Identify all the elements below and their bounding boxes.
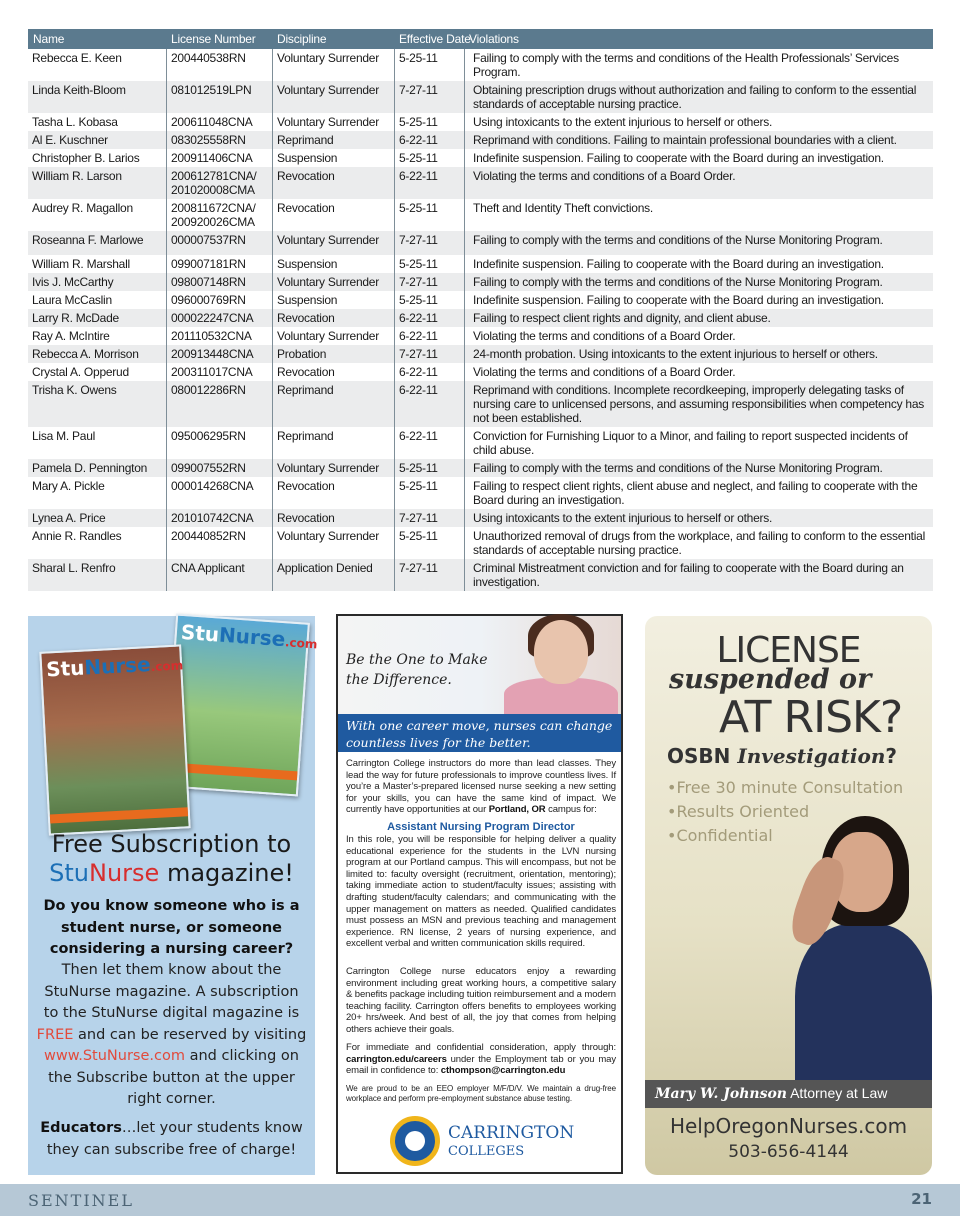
cell-license: 000014268CNA — [166, 477, 272, 509]
cell-discipline: Suspension — [272, 255, 394, 273]
cell-violation: Theft and Identity Theft convictions. — [464, 199, 933, 231]
table-row — [28, 291, 933, 309]
cell-discipline: Voluntary Surrender — [272, 113, 394, 131]
table-row — [28, 427, 933, 459]
carrington-tagline: Be the One to Make the Difference. — [346, 652, 488, 688]
table-row — [28, 527, 933, 559]
cell-license: 096000769RN — [166, 291, 272, 309]
cell-discipline: Revocation — [272, 167, 394, 199]
stunurse-ad[interactable] — [28, 616, 318, 1175]
cell-discipline: Voluntary Surrender — [272, 49, 394, 81]
cell-violation: Indefinite suspension. Failing to cooperate with the Board during an investigation. — [464, 255, 933, 273]
cell-violation: Reprimand with conditions. Failing to maintain professional boundaries with a client. — [464, 131, 933, 149]
cell-date: 7-27-11 — [394, 559, 464, 591]
cell-discipline: Probation — [272, 345, 394, 363]
cell-date: 7-27-11 — [394, 81, 464, 113]
cell-discipline: Suspension — [272, 149, 394, 167]
table-row — [28, 199, 933, 231]
cell-license: 200440852RN — [166, 527, 272, 559]
carrington-role: In this role, you will be responsible for helping deliver a quality educational experience for the students in the LVN nursing program at our Portland campus. This will encompass, but not be limited to: faculty oversight (recruitment, orientation, mentoring); taking immediate action to student/faculty issues; assisting with drafting student/faculty calendars; and communicating with the upper management on matters as needed. Qualified candidates must possess an MSN and previous teaching and management experience. RN license, 2 years of nursing experience, and excellent verbal and written communication skills required. — [346, 834, 616, 950]
cell-discipline: Voluntary Surrender — [272, 273, 394, 291]
stunurse-educators: Educators…let your students know they can subscribe free of charge! — [40, 1120, 303, 1158]
table-row — [28, 255, 933, 273]
cell-violation: Failing to respect client rights and dignity, and client abuse. — [464, 309, 933, 327]
cell-date: 5-25-11 — [394, 113, 464, 131]
cell-date: 5-25-11 — [394, 477, 464, 509]
cell-date: 6-22-11 — [394, 309, 464, 327]
cell-license: 000007537RN — [166, 231, 272, 255]
cell-name: William R. Marshall — [32, 257, 130, 271]
header-violations: Violations — [469, 32, 519, 46]
cell-license: CNA Applicant — [166, 559, 272, 591]
cell-date: 6-22-11 — [394, 131, 464, 149]
cell-name: Rebecca A. Morrison — [32, 347, 139, 361]
cell-license: 000022247CNA — [166, 309, 272, 327]
cell-license: 081012519LPN — [166, 81, 272, 113]
table-row — [28, 327, 933, 345]
table-row — [28, 381, 933, 427]
table-row — [28, 477, 933, 509]
cell-name: Ivis J. McCarthy — [32, 275, 114, 289]
email-link[interactable]: cthompson@carrington.edu — [440, 1065, 566, 1077]
cell-license: 200911406CNA — [166, 149, 272, 167]
cell-discipline: Reprimand — [272, 381, 394, 427]
cell-name: Rebecca E. Keen — [32, 51, 122, 65]
magazine-cover-back: StuNurse.com — [164, 614, 310, 797]
table-header — [28, 29, 933, 49]
attorney-subhead: OSBN Investigation? — [667, 744, 897, 768]
cell-license: 200611048CNA — [166, 113, 272, 131]
cell-date: 5-25-11 — [394, 459, 464, 477]
stunurse-link[interactable]: www.StuNurse.com — [44, 1048, 185, 1064]
attorney-phone: 503-656-4144 — [728, 1142, 849, 1162]
cell-license: 200612781CNA/ 201020008CMA — [166, 167, 272, 199]
cell-discipline: Revocation — [272, 199, 394, 231]
cell-date: 6-22-11 — [394, 167, 464, 199]
cell-violation: Criminal Mistreatment conviction and for failing to cooperate with the Board during an investigation. — [464, 559, 933, 591]
cell-license: 200440538RN — [166, 49, 272, 81]
cell-date: 5-25-11 — [394, 527, 464, 559]
cell-violation: Failing to comply with the terms and conditions of the Nurse Monitoring Program. — [464, 273, 933, 291]
cell-license: 201010742CNA — [166, 509, 272, 527]
cell-violation: Indefinite suspension. Failing to cooperate with the Board during an investigation. — [464, 149, 933, 167]
table-row — [28, 559, 933, 591]
carrington-band: With one career move, nurses can change countless lives for the better. — [338, 714, 621, 752]
attorney-url[interactable]: HelpOregonNurses.com — [669, 1114, 908, 1138]
cell-violation: Conviction for Furnishing Liquor to a Minor, and failing to report suspected incidents of child abuse. — [464, 427, 933, 459]
cell-discipline: Revocation — [272, 309, 394, 327]
cell-violation: Indefinite suspension. Failing to cooperate with the Board during an investigation. — [464, 291, 933, 309]
careers-link[interactable]: carrington.edu/careers — [346, 1053, 447, 1065]
carrington-ad[interactable] — [336, 614, 623, 1174]
cell-discipline: Voluntary Surrender — [272, 459, 394, 477]
header-date: Effective Date — [399, 32, 471, 46]
cell-name: Lynea A. Price — [32, 511, 106, 525]
carrington-seal-icon — [390, 1116, 440, 1166]
table-row — [28, 459, 933, 477]
cell-name: Annie R. Randles — [32, 529, 122, 543]
cell-name: Al E. Kuschner — [32, 133, 108, 147]
cell-date: 6-22-11 — [394, 427, 464, 459]
cell-date: 6-22-11 — [394, 381, 464, 427]
cell-name: Laura McCaslin — [32, 293, 112, 307]
cell-license: 200913448CNA — [166, 345, 272, 363]
cell-violation: Obtaining prescription drugs without authorization and failing to conform to the essential standards of acceptable nursing practice. — [464, 81, 933, 113]
disciplinary-actions-table — [28, 29, 933, 591]
cell-violation: Violating the terms and conditions of a Board Order. — [464, 363, 933, 381]
table-row — [28, 273, 933, 291]
table-row — [28, 309, 933, 327]
cell-date: 6-22-11 — [394, 327, 464, 345]
table-row — [28, 149, 933, 167]
cell-name: Christopher B. Larios — [32, 151, 140, 165]
table-row — [28, 49, 933, 81]
cell-name: Lisa M. Paul — [32, 429, 96, 443]
attorney-name-bar: Mary W. Johnson Attorney at Law — [645, 1080, 932, 1108]
cell-name: Sharal L. Renfro — [32, 561, 116, 575]
cell-violation: Reprimand with conditions. Incomplete recordkeeping, improperly delegating tasks of nursing care to unlicensed persons, and assuming responsibilities when competency has not been established. — [464, 381, 933, 427]
cell-violation: Violating the terms and conditions of a Board Order. — [464, 167, 933, 199]
cell-license: 098007148RN — [166, 273, 272, 291]
cell-violation: Unauthorized removal of drugs from the workplace, and failing to conform to the essential standards of acceptable nursing practice. — [464, 527, 933, 559]
cell-license: 200311017CNA — [166, 363, 272, 381]
cell-discipline: Voluntary Surrender — [272, 231, 394, 255]
stunurse-body: Then let them know about the StuNurse magazine. A subscription to the StuNurse digital magazine is FREE and can be reserved by visiting www.StuNurse.com and clicking on the Subscribe button at the upper right corner. — [36, 962, 307, 1107]
page-number: 21 — [911, 1190, 932, 1208]
carrington-intro: Carrington College instructors do more than lead classes. They lead the way for future professionals to improve countless lives. If you’re a Master’s-prepared licensed nurse seeking a new setting for your skills, you can have the same kind of impact. We currently have opportunities at our Portland, OR campus for: — [346, 758, 616, 816]
carrington-benefits: Carrington College nurse educators enjoy a rewarding environment including great working hours, a competitive salary & benefits package including tuition reimbursement and a modern teaching facility. Carrington offers benefits to employees working 20+ hrs/week. And best of all, the joy that comes from helping others achieve their goals. — [346, 966, 616, 1035]
carrington-apply: For immediate and confidential consideration, apply through: carrington.edu/careers under the Employment tab or you may email in confidence to: cthompson@carrington.edu — [346, 1042, 616, 1077]
cell-name: Mary A. Pickle — [32, 479, 105, 493]
cell-discipline: Reprimand — [272, 427, 394, 459]
cell-date: 7-27-11 — [394, 273, 464, 291]
cell-name: Roseanna F. Marlowe — [32, 233, 144, 247]
cell-violation: Failing to comply with the terms and conditions of the Health Professionals’ Services Program. — [464, 49, 933, 81]
table-row — [28, 363, 933, 381]
cell-violation: Failing to comply with the terms and conditions of the Nurse Monitoring Program. — [464, 231, 933, 255]
cell-date: 5-25-11 — [394, 149, 464, 167]
worried-nurse-photo — [795, 816, 932, 1106]
cell-discipline: Revocation — [272, 363, 394, 381]
attorney-headline-3: AT RISK? — [719, 692, 903, 743]
stunurse-question: Do you know someone who is a student nurse, or someone considering a nursing career? — [43, 898, 300, 957]
cell-license: 083025558RN — [166, 131, 272, 149]
cell-date: 5-25-11 — [394, 291, 464, 309]
header-license: License Number — [171, 32, 256, 46]
cell-violation: Using intoxicants to the extent injurious to herself or others. — [464, 509, 933, 527]
cell-discipline: Voluntary Surrender — [272, 527, 394, 559]
stunurse-title: Free Subscription to StuNurse magazine! — [49, 830, 294, 887]
carrington-eeo: We are proud to be an EEO employer M/F/D/V. We maintain a drug-free workplace and perform pre-employment substance abuse testing. — [346, 1084, 616, 1103]
cell-violation: Using intoxicants to the extent injurious to herself or others. — [464, 113, 933, 131]
table-row — [28, 81, 933, 113]
header-discipline: Discipline — [277, 32, 327, 46]
position-title: Assistant Nursing Program Director — [387, 821, 575, 833]
cell-license: 080012286RN — [166, 381, 272, 427]
attorney-headline-1: LICENSE — [716, 630, 861, 671]
table-row — [28, 345, 933, 363]
cell-name: Crystal A. Opperud — [32, 365, 129, 379]
cell-discipline: Voluntary Surrender — [272, 81, 394, 113]
cell-violation: Violating the terms and conditions of a Board Order. — [464, 327, 933, 345]
cell-discipline: Suspension — [272, 291, 394, 309]
attorney-bullets: •Free 30 minute Consultation •Results Oriented •Confidential — [667, 778, 904, 845]
cell-discipline: Voluntary Surrender — [272, 327, 394, 345]
cell-name: William R. Larson — [32, 169, 122, 183]
cell-name: Trisha K. Owens — [32, 383, 117, 397]
nurse-photo — [338, 616, 621, 714]
table-row — [28, 113, 933, 131]
cell-name: Tasha L. Kobasa — [32, 115, 118, 129]
cell-license: 200811672CNA/ 200920026CMA — [166, 199, 272, 231]
cell-discipline: Reprimand — [272, 131, 394, 149]
cell-date: 7-27-11 — [394, 345, 464, 363]
cell-date: 5-25-11 — [394, 49, 464, 81]
table-row — [28, 231, 933, 255]
cell-license: 201110532CNA — [166, 327, 272, 345]
cell-license: 099007181RN — [166, 255, 272, 273]
cell-discipline: Revocation — [272, 477, 394, 509]
publication-name: SENTINEL — [28, 1191, 134, 1210]
magazine-cover-front: StuNurse.com — [39, 644, 190, 835]
attorney-ad[interactable] — [645, 616, 932, 1175]
cell-date: 5-25-11 — [394, 199, 464, 231]
cell-date: 7-27-11 — [394, 231, 464, 255]
cell-license: 099007552RN — [166, 459, 272, 477]
cell-name: Audrey R. Magallon — [32, 201, 133, 215]
cell-date: 6-22-11 — [394, 363, 464, 381]
cell-violation: 24-month probation. Using intoxicants to the extent injurious to herself or others. — [464, 345, 933, 363]
cell-discipline: Revocation — [272, 509, 394, 527]
cell-violation: Failing to comply with the terms and conditions of the Nurse Monitoring Program. — [464, 459, 933, 477]
header-name: Name — [33, 32, 65, 46]
table-row — [28, 509, 933, 527]
table-row — [28, 131, 933, 149]
cell-violation: Failing to respect client rights, client abuse and neglect, and failing to cooperate with the Board during an investigation. — [464, 477, 933, 509]
table-row — [28, 167, 933, 199]
cell-name: Pamela D. Pennington — [32, 461, 148, 475]
carrington-logo: CARRINGTON COLLEGES — [388, 1114, 578, 1170]
page-footer — [0, 1184, 960, 1216]
cell-date: 5-25-11 — [394, 255, 464, 273]
attorney-headline-2: suspended or — [669, 664, 872, 695]
cell-date: 7-27-11 — [394, 509, 464, 527]
cell-name: Linda Keith-Bloom — [32, 83, 126, 97]
cell-discipline: Application Denied — [272, 559, 394, 591]
cell-name: Ray A. McIntire — [32, 329, 110, 343]
table-body — [28, 49, 933, 591]
cell-name: Larry R. McDade — [32, 311, 119, 325]
cell-license: 095006295RN — [166, 427, 272, 459]
